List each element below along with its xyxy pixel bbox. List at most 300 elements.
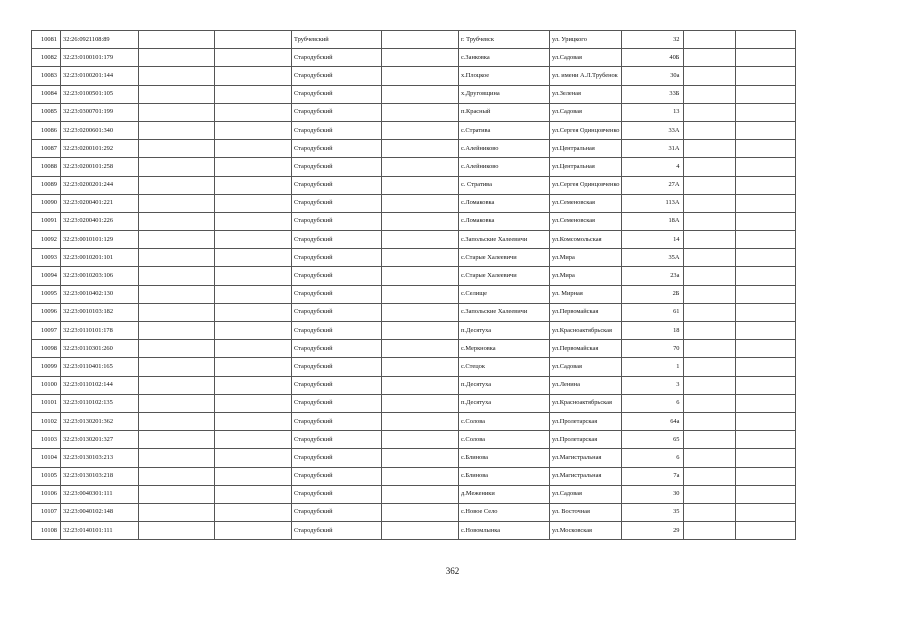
house-number-cell: 18А: [622, 212, 684, 230]
empty-cell: [382, 85, 459, 103]
empty-cell: [684, 467, 736, 485]
house-number-cell: 64а: [622, 412, 684, 430]
empty-cell: [684, 303, 736, 321]
page-number: 362: [445, 566, 460, 576]
empty-cell: [736, 522, 796, 540]
cadastral-number-cell: 32:23:0100101:179: [61, 49, 139, 67]
empty-cell: [684, 31, 736, 49]
cadastral-number-cell: 32:23:0130103:213: [61, 449, 139, 467]
street-cell: ул.Ленина: [550, 376, 622, 394]
empty-cell: [736, 322, 796, 340]
empty-cell: [736, 303, 796, 321]
cadastral-number-cell: 32:23:0040301:111: [61, 485, 139, 503]
district-cell: Стародубский: [292, 522, 382, 540]
cadastral-number-cell: 32:23:0110102:144: [61, 376, 139, 394]
record-number-cell: 10102: [32, 412, 61, 430]
empty-cell: [684, 358, 736, 376]
record-number-cell: 10103: [32, 431, 61, 449]
cadastral-number-cell: 32:23:0110101:178: [61, 322, 139, 340]
house-number-cell: 6: [622, 449, 684, 467]
empty-cell: [139, 176, 215, 194]
house-number-cell: 18: [622, 322, 684, 340]
house-number-cell: 30: [622, 485, 684, 503]
table-row: [32, 49, 796, 67]
district-cell: Стародубский: [292, 412, 382, 430]
empty-cell: [736, 212, 796, 230]
empty-cell: [736, 31, 796, 49]
records-table: [31, 30, 796, 540]
street-cell: ул.Комсомольская: [550, 231, 622, 249]
empty-cell: [736, 431, 796, 449]
empty-cell: [382, 231, 459, 249]
empty-cell: [139, 49, 215, 67]
cadastral-number-cell: 32:23:0200401:221: [61, 194, 139, 212]
record-number-cell: 10101: [32, 394, 61, 412]
record-number-cell: 10089: [32, 176, 61, 194]
empty-cell: [215, 31, 292, 49]
house-number-cell: 61: [622, 303, 684, 321]
empty-cell: [139, 103, 215, 121]
empty-cell: [215, 249, 292, 267]
empty-cell: [382, 212, 459, 230]
record-number-cell: 10081: [32, 31, 61, 49]
house-number-cell: 33А: [622, 121, 684, 139]
empty-cell: [139, 303, 215, 321]
record-number-cell: 10093: [32, 249, 61, 267]
street-cell: ул. Восточная: [550, 503, 622, 521]
record-number-cell: 10106: [32, 485, 61, 503]
settlement-cell: с.Солова: [459, 431, 550, 449]
empty-cell: [139, 449, 215, 467]
empty-cell: [139, 340, 215, 358]
house-number-cell: 2Б: [622, 285, 684, 303]
table-row: [32, 140, 796, 158]
empty-cell: [382, 358, 459, 376]
record-number-cell: 10092: [32, 231, 61, 249]
empty-cell: [382, 485, 459, 503]
empty-cell: [736, 158, 796, 176]
empty-cell: [139, 358, 215, 376]
house-number-cell: 70: [622, 340, 684, 358]
street-cell: ул.Семеновская: [550, 212, 622, 230]
settlement-cell: с.Ломаковка: [459, 194, 550, 212]
street-cell: ул.Мира: [550, 249, 622, 267]
empty-cell: [736, 121, 796, 139]
empty-cell: [215, 67, 292, 85]
street-cell: ул.Садовая: [550, 49, 622, 67]
empty-cell: [215, 503, 292, 521]
table-row: [32, 31, 796, 49]
table-row: [32, 267, 796, 285]
district-cell: Стародубский: [292, 467, 382, 485]
settlement-cell: х.Плоцкое: [459, 67, 550, 85]
empty-cell: [736, 176, 796, 194]
empty-cell: [215, 431, 292, 449]
empty-cell: [684, 340, 736, 358]
empty-cell: [684, 249, 736, 267]
house-number-cell: 1: [622, 358, 684, 376]
empty-cell: [684, 85, 736, 103]
house-number-cell: 113А: [622, 194, 684, 212]
empty-cell: [684, 449, 736, 467]
record-number-cell: 10090: [32, 194, 61, 212]
empty-cell: [736, 267, 796, 285]
house-number-cell: 14: [622, 231, 684, 249]
house-number-cell: 6: [622, 394, 684, 412]
settlement-cell: с.Блинова: [459, 467, 550, 485]
empty-cell: [215, 412, 292, 430]
settlement-cell: с. Стратива: [459, 176, 550, 194]
cadastral-number-cell: 32:23:0200201:244: [61, 176, 139, 194]
house-number-cell: 27А: [622, 176, 684, 194]
empty-cell: [215, 85, 292, 103]
district-cell: Стародубский: [292, 358, 382, 376]
empty-cell: [684, 322, 736, 340]
table-row: [32, 522, 796, 540]
cadastral-number-cell: 32:26:0921108:89: [61, 31, 139, 49]
record-number-cell: 10104: [32, 449, 61, 467]
record-number-cell: 10088: [32, 158, 61, 176]
record-number-cell: 10096: [32, 303, 61, 321]
street-cell: ул.Пролетарская: [550, 431, 622, 449]
empty-cell: [736, 412, 796, 430]
table-row: [32, 103, 796, 121]
district-cell: Стародубский: [292, 267, 382, 285]
cadastral-number-cell: 32:23:0010101:129: [61, 231, 139, 249]
empty-cell: [215, 194, 292, 212]
empty-cell: [382, 394, 459, 412]
empty-cell: [215, 231, 292, 249]
cadastral-number-cell: 32:23:0040102:148: [61, 503, 139, 521]
table-row: [32, 303, 796, 321]
empty-cell: [736, 376, 796, 394]
settlement-cell: д.Меженики: [459, 485, 550, 503]
record-number-cell: 10097: [32, 322, 61, 340]
record-number-cell: 10100: [32, 376, 61, 394]
empty-cell: [139, 212, 215, 230]
house-number-cell: 4: [622, 158, 684, 176]
empty-cell: [139, 121, 215, 139]
empty-cell: [139, 231, 215, 249]
empty-cell: [684, 140, 736, 158]
cadastral-number-cell: 32:23:0100201:144: [61, 67, 139, 85]
empty-cell: [684, 231, 736, 249]
district-cell: Стародубский: [292, 231, 382, 249]
street-cell: ул.Садовая: [550, 358, 622, 376]
record-number-cell: 10084: [32, 85, 61, 103]
empty-cell: [382, 449, 459, 467]
empty-cell: [382, 249, 459, 267]
record-number-cell: 10094: [32, 267, 61, 285]
empty-cell: [139, 158, 215, 176]
record-number-cell: 10099: [32, 358, 61, 376]
settlement-cell: с.Старые Халеевичи: [459, 267, 550, 285]
cadastral-number-cell: 32:23:0200601:340: [61, 121, 139, 139]
table-row: [32, 158, 796, 176]
settlement-cell: х.Друговщина: [459, 85, 550, 103]
empty-cell: [684, 67, 736, 85]
record-number-cell: 10108: [32, 522, 61, 540]
empty-cell: [382, 194, 459, 212]
empty-cell: [382, 176, 459, 194]
district-cell: Стародубский: [292, 140, 382, 158]
cadastral-number-cell: 32:23:0100501:105: [61, 85, 139, 103]
empty-cell: [684, 49, 736, 67]
empty-cell: [215, 340, 292, 358]
house-number-cell: 29: [622, 522, 684, 540]
district-cell: Стародубский: [292, 85, 382, 103]
empty-cell: [382, 49, 459, 67]
record-number-cell: 10107: [32, 503, 61, 521]
table-row: [32, 67, 796, 85]
cadastral-number-cell: 32:23:0110102:135: [61, 394, 139, 412]
district-cell: Стародубский: [292, 212, 382, 230]
cadastral-number-cell: 32:23:0300701:199: [61, 103, 139, 121]
street-cell: ул.Садовая: [550, 485, 622, 503]
district-cell: Стародубский: [292, 503, 382, 521]
table-row: [32, 285, 796, 303]
empty-cell: [382, 285, 459, 303]
empty-cell: [736, 394, 796, 412]
street-cell: ул.Магистральная: [550, 467, 622, 485]
street-cell: ул.Садовая: [550, 103, 622, 121]
table-body: [32, 31, 796, 540]
empty-cell: [139, 194, 215, 212]
empty-cell: [139, 249, 215, 267]
empty-cell: [684, 176, 736, 194]
empty-cell: [139, 431, 215, 449]
empty-cell: [139, 522, 215, 540]
empty-cell: [736, 503, 796, 521]
cadastral-number-cell: 32:23:0110401:165: [61, 358, 139, 376]
empty-cell: [139, 394, 215, 412]
cadastral-number-cell: 32:23:0200101:292: [61, 140, 139, 158]
settlement-cell: с.Стратива: [459, 121, 550, 139]
empty-cell: [382, 267, 459, 285]
cadastral-number-cell: 32:23:0130201:327: [61, 431, 139, 449]
table-row: [32, 449, 796, 467]
street-cell: ул.Сергея Одинцовченко: [550, 176, 622, 194]
empty-cell: [215, 358, 292, 376]
record-number-cell: 10085: [32, 103, 61, 121]
empty-cell: [215, 140, 292, 158]
table-row: [32, 431, 796, 449]
empty-cell: [139, 412, 215, 430]
empty-cell: [736, 358, 796, 376]
house-number-cell: 3: [622, 376, 684, 394]
settlement-cell: с.Запольские Халеевичи: [459, 231, 550, 249]
district-cell: Стародубский: [292, 322, 382, 340]
empty-cell: [684, 394, 736, 412]
empty-cell: [684, 267, 736, 285]
empty-cell: [684, 376, 736, 394]
empty-cell: [736, 249, 796, 267]
empty-cell: [736, 231, 796, 249]
street-cell: ул.Центральная: [550, 158, 622, 176]
settlement-cell: п.Десятуха: [459, 394, 550, 412]
empty-cell: [139, 467, 215, 485]
settlement-cell: с.Новомлынка: [459, 522, 550, 540]
record-number-cell: 10083: [32, 67, 61, 85]
settlement-cell: с.Запольские Халеевичи: [459, 303, 550, 321]
empty-cell: [382, 322, 459, 340]
house-number-cell: 7а: [622, 467, 684, 485]
empty-cell: [139, 85, 215, 103]
district-cell: Стародубский: [292, 103, 382, 121]
district-cell: Стародубский: [292, 49, 382, 67]
street-cell: ул.Семеновская: [550, 194, 622, 212]
table-row: [32, 376, 796, 394]
district-cell: Стародубский: [292, 431, 382, 449]
empty-cell: [139, 267, 215, 285]
settlement-cell: г. Трубчевск: [459, 31, 550, 49]
empty-cell: [215, 303, 292, 321]
street-cell: ул. Мирная: [550, 285, 622, 303]
district-cell: Стародубский: [292, 176, 382, 194]
street-cell: ул. Урицкого: [550, 31, 622, 49]
district-cell: Стародубский: [292, 67, 382, 85]
cadastral-number-cell: 32:23:0010203:106: [61, 267, 139, 285]
settlement-cell: с.Алейниково: [459, 140, 550, 158]
record-number-cell: 10086: [32, 121, 61, 139]
empty-cell: [215, 449, 292, 467]
settlement-cell: с.Селище: [459, 285, 550, 303]
district-cell: Стародубский: [292, 394, 382, 412]
record-number-cell: 10098: [32, 340, 61, 358]
empty-cell: [684, 503, 736, 521]
cadastral-number-cell: 32:23:0010201:101: [61, 249, 139, 267]
empty-cell: [382, 503, 459, 521]
empty-cell: [382, 467, 459, 485]
settlement-cell: с.Солова: [459, 412, 550, 430]
empty-cell: [139, 485, 215, 503]
settlement-cell: с.Меркновка: [459, 340, 550, 358]
settlement-cell: с.Стецок: [459, 358, 550, 376]
empty-cell: [736, 194, 796, 212]
empty-cell: [215, 103, 292, 121]
settlement-cell: с.Занковка: [459, 49, 550, 67]
table-row: [32, 121, 796, 139]
empty-cell: [736, 85, 796, 103]
empty-cell: [736, 285, 796, 303]
house-number-cell: 65: [622, 431, 684, 449]
empty-cell: [684, 212, 736, 230]
empty-cell: [139, 140, 215, 158]
house-number-cell: 30а: [622, 67, 684, 85]
table-row: [32, 394, 796, 412]
empty-cell: [736, 103, 796, 121]
cadastral-number-cell: 32:23:0010103:182: [61, 303, 139, 321]
street-cell: ул.Красноактябрьская: [550, 394, 622, 412]
district-cell: Стародубский: [292, 376, 382, 394]
district-cell: Стародубский: [292, 121, 382, 139]
record-number-cell: 10105: [32, 467, 61, 485]
empty-cell: [382, 303, 459, 321]
empty-cell: [736, 485, 796, 503]
table-row: [32, 467, 796, 485]
street-cell: ул.Центральная: [550, 140, 622, 158]
empty-cell: [215, 121, 292, 139]
record-number-cell: 10087: [32, 140, 61, 158]
empty-cell: [736, 140, 796, 158]
empty-cell: [215, 522, 292, 540]
street-cell: ул.Московская: [550, 522, 622, 540]
empty-cell: [139, 322, 215, 340]
cadastral-number-cell: 32:23:0130103:218: [61, 467, 139, 485]
empty-cell: [139, 376, 215, 394]
house-number-cell: 32: [622, 31, 684, 49]
settlement-cell: с.Ломаковка: [459, 212, 550, 230]
empty-cell: [215, 285, 292, 303]
house-number-cell: 31А: [622, 140, 684, 158]
empty-cell: [215, 467, 292, 485]
house-number-cell: 35А: [622, 249, 684, 267]
empty-cell: [139, 31, 215, 49]
settlement-cell: с.Блинова: [459, 449, 550, 467]
settlement-cell: п.Десятуха: [459, 322, 550, 340]
street-cell: ул.Зеленая: [550, 85, 622, 103]
cadastral-number-cell: 32:23:0200401:226: [61, 212, 139, 230]
district-cell: Стародубский: [292, 449, 382, 467]
table-row: [32, 340, 796, 358]
table-row: [32, 322, 796, 340]
table-row: [32, 503, 796, 521]
district-cell: Стародубский: [292, 303, 382, 321]
empty-cell: [215, 394, 292, 412]
settlement-cell: с.Старые Халеевичи: [459, 249, 550, 267]
settlement-cell: с.Новое Село: [459, 503, 550, 521]
street-cell: ул.Первомайская: [550, 340, 622, 358]
table-row: [32, 85, 796, 103]
house-number-cell: 35: [622, 503, 684, 521]
table-row: [32, 176, 796, 194]
record-number-cell: 10095: [32, 285, 61, 303]
empty-cell: [215, 485, 292, 503]
empty-cell: [382, 431, 459, 449]
empty-cell: [215, 176, 292, 194]
record-number-cell: 10082: [32, 49, 61, 67]
empty-cell: [382, 376, 459, 394]
table-row: [32, 231, 796, 249]
district-cell: Стародубский: [292, 485, 382, 503]
settlement-cell: п.Красный: [459, 103, 550, 121]
empty-cell: [684, 285, 736, 303]
record-number-cell: 10091: [32, 212, 61, 230]
district-cell: Стародубский: [292, 158, 382, 176]
table-row: [32, 412, 796, 430]
empty-cell: [215, 376, 292, 394]
district-cell: Стародубский: [292, 249, 382, 267]
empty-cell: [382, 31, 459, 49]
settlement-cell: с.Алейниково: [459, 158, 550, 176]
empty-cell: [382, 140, 459, 158]
cadastral-number-cell: 32:23:0010402:130: [61, 285, 139, 303]
empty-cell: [215, 158, 292, 176]
empty-cell: [736, 449, 796, 467]
empty-cell: [684, 485, 736, 503]
table-row: [32, 358, 796, 376]
empty-cell: [215, 267, 292, 285]
house-number-cell: 40Б: [622, 49, 684, 67]
house-number-cell: 23а: [622, 267, 684, 285]
district-cell: Стародубский: [292, 285, 382, 303]
house-number-cell: 33Б: [622, 85, 684, 103]
cadastral-number-cell: 32:23:0130201:362: [61, 412, 139, 430]
empty-cell: [382, 158, 459, 176]
street-cell: ул.Мира: [550, 267, 622, 285]
empty-cell: [736, 67, 796, 85]
settlement-cell: п.Десятуха: [459, 376, 550, 394]
